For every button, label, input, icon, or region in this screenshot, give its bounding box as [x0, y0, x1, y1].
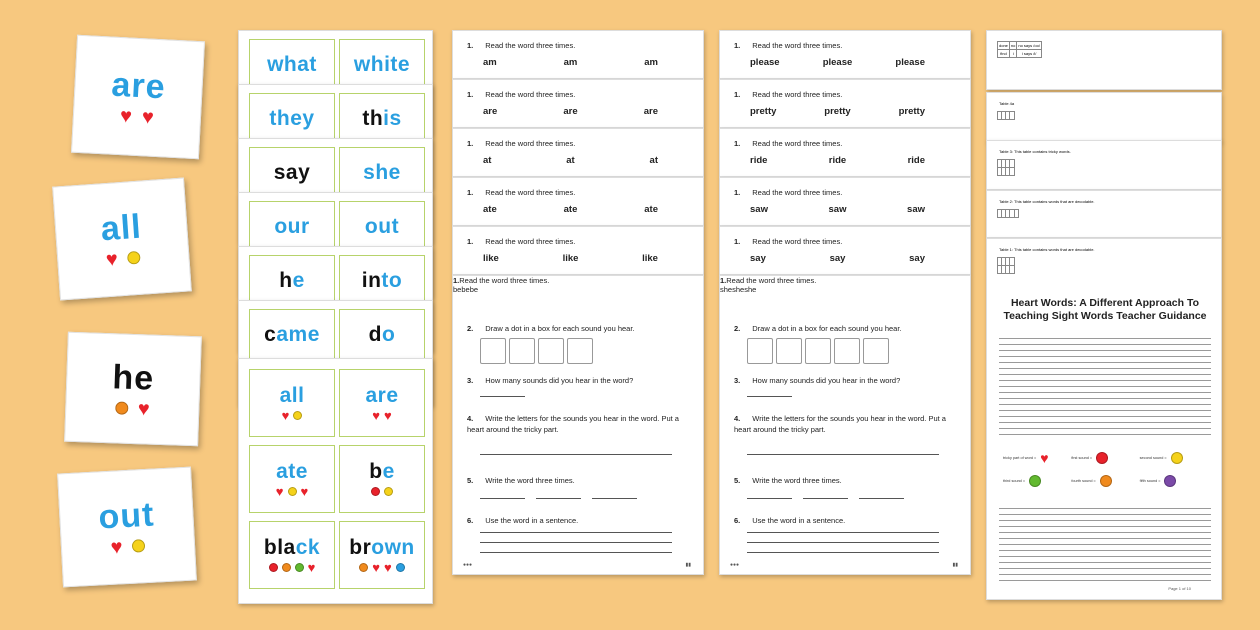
table-label: Table 4a [999, 101, 1015, 106]
heart-icon: ♥ [372, 407, 380, 423]
question-number: 1. [467, 139, 474, 148]
green-dot-icon [295, 563, 304, 572]
flashcard-word [111, 357, 155, 398]
instruction [734, 237, 842, 246]
word-repeats [483, 253, 658, 264]
flashcard-word: out [97, 495, 156, 536]
question [734, 516, 959, 527]
heart-icon: ♥ [300, 483, 309, 499]
repeat-word: are [563, 106, 578, 117]
table-cell: no [1010, 43, 1016, 48]
question-number: 1. [453, 276, 460, 285]
question-text: Draw a dot in a box for each sound you hear. [752, 324, 902, 333]
flashcard-cell[interactable] [249, 309, 335, 359]
flashcard-sheet [238, 358, 433, 604]
instruction [467, 188, 575, 197]
flashcard-cell-word: he [279, 268, 305, 292]
repeat-word: am [644, 57, 658, 68]
repeat-word: like [642, 253, 658, 264]
instruction [467, 237, 575, 246]
heart-icon: ♥ [1040, 450, 1049, 466]
flashcard-cell-word: out [364, 214, 400, 238]
instruction-text: Read the word three times. [485, 90, 576, 99]
instruction [453, 276, 703, 285]
question-number: 5. [734, 476, 741, 485]
instruction-text: Read the word three times. [485, 139, 576, 148]
table-cell: done [999, 43, 1008, 48]
table-cell: i [1009, 50, 1016, 58]
repeat-word: she [744, 285, 757, 294]
legend-label: fifth sound = [1139, 479, 1161, 483]
flashcard-cell[interactable] [339, 39, 425, 89]
question [734, 324, 959, 335]
flashcard-cell-word: ate [276, 460, 308, 483]
flashcard-cell-word: are [365, 384, 399, 407]
instruction [467, 90, 575, 99]
repeat-word: she [720, 285, 733, 294]
yellow-dot-icon [288, 487, 297, 496]
answer-line[interactable] [480, 542, 672, 543]
flashcard-cell[interactable] [249, 445, 335, 513]
flashcard-he[interactable] [64, 332, 202, 447]
legend-label: fourth sound = [1071, 479, 1096, 483]
flashcard-cell[interactable] [339, 201, 425, 251]
answer-line[interactable] [592, 498, 637, 499]
word-repeats [453, 285, 703, 294]
question-text: How many sounds did you hear in the word? [485, 376, 634, 385]
word-repeats [750, 106, 925, 117]
question-number: 3. [734, 376, 741, 385]
flashcard-cell-word: white [353, 52, 411, 76]
worksheet-page [719, 177, 971, 226]
instruction [734, 188, 842, 197]
question-number: 6. [734, 516, 741, 525]
flashcard-cell[interactable] [339, 369, 425, 437]
flashcard-cell-word: say [273, 160, 311, 184]
blue-dot-icon [396, 563, 405, 572]
orange-dot-icon [282, 563, 291, 572]
instruction-text: Read the word three times. [485, 188, 576, 197]
instruction [467, 41, 575, 50]
worksheet-page [452, 30, 704, 79]
yellow-dot-icon [293, 411, 302, 420]
sound-marks [276, 485, 308, 497]
repeat-word: are [483, 106, 498, 117]
word-repeats [750, 155, 925, 166]
answer-line[interactable] [536, 498, 581, 499]
question [467, 324, 692, 335]
question-number: 1. [734, 237, 741, 246]
logo: ▮▮ [952, 562, 958, 568]
instruction-text: Read the word three times. [459, 276, 550, 285]
worksheet-page [719, 226, 971, 275]
guidance-page-table-2 [986, 190, 1222, 238]
answer-line[interactable] [859, 498, 904, 499]
question [467, 376, 692, 387]
flashcard-word-text: he [111, 357, 155, 398]
answer-line[interactable] [747, 552, 939, 553]
repeat-word: please [750, 57, 780, 68]
yellow-dot-icon [384, 487, 393, 496]
answer-line[interactable] [480, 552, 672, 553]
table-cell: i says /i/ [1017, 50, 1042, 58]
repeat-word: please [822, 57, 853, 68]
red-dot-icon [1096, 452, 1108, 464]
repeat-word: am [563, 57, 578, 68]
question-number: 2. [467, 324, 474, 333]
flashcard-cell[interactable] [249, 255, 335, 305]
question-number: 4. [467, 414, 474, 423]
flashcard-cell[interactable] [339, 255, 425, 305]
instruction-text: Read the word three times. [726, 276, 817, 285]
flashcard-cell-word: into [361, 268, 403, 292]
heart-icon: ♥ [307, 559, 316, 575]
sound-legend [1003, 451, 1208, 487]
worksheet-page [719, 128, 971, 177]
heart-icon: ♥ [137, 397, 151, 421]
answer-line[interactable] [747, 454, 939, 455]
sound-boxes[interactable] [747, 338, 889, 364]
question-text: Write the letters for the sounds you hear in the word. Put a heart around the tricky part. [734, 414, 946, 434]
question-text: Use the word in a sentence. [485, 516, 579, 525]
sound-marks [371, 485, 393, 497]
word-repeats [483, 155, 658, 166]
question-number: 1. [734, 41, 741, 50]
worksheet-page [719, 275, 971, 575]
repeat-word: ride [828, 155, 847, 166]
table-label: Table 2: This table contains words that are decodable. [999, 199, 1095, 204]
flashcard-cell[interactable] [249, 369, 335, 437]
question-number: 1. [734, 139, 741, 148]
worksheet-page [452, 177, 704, 226]
flashcard-cell[interactable] [249, 201, 335, 251]
answer-line[interactable] [480, 454, 672, 455]
body-text-block [999, 335, 1211, 435]
red-dot-icon [371, 487, 380, 496]
orange-dot-icon [115, 401, 128, 414]
sound-marks [359, 561, 404, 573]
repeat-word: are [643, 106, 658, 117]
question [734, 414, 959, 435]
question-text: Write the word three times. [752, 476, 842, 485]
legend-label: first sound = [1071, 456, 1093, 460]
guidance-title: Heart Words: A Different Approach To Teaching Sight Words Teacher Guidance [1003, 297, 1207, 323]
answer-line[interactable] [747, 396, 792, 397]
purple-dot-icon [1164, 475, 1176, 487]
instruction-text: Read the word three times. [752, 188, 843, 197]
answer-line[interactable] [480, 532, 672, 533]
question-number: 1. [467, 237, 474, 246]
flashcard-cell[interactable] [339, 521, 425, 589]
instruction-text: Read the word three times. [485, 41, 576, 50]
question-number: 1. [734, 188, 741, 197]
word-repeats [750, 204, 925, 215]
flashcard-cell-word: she [363, 160, 401, 184]
repeat-word: ate [483, 204, 497, 215]
repeat-word: ate [563, 204, 578, 215]
question-text: Write the letters for the sounds you hear in the word. Put a heart around the tricky part. [467, 414, 679, 434]
guidance-page-top [986, 30, 1222, 90]
repeat-word: ate [644, 204, 658, 215]
repeat-word: am [483, 57, 497, 68]
question-number: 1. [734, 90, 741, 99]
question-number: 4. [734, 414, 741, 423]
repeat-word: pretty [750, 106, 777, 117]
table-label: Table 1: This table contains words that are decodable. [999, 247, 1095, 252]
body-text-block [999, 505, 1211, 585]
flashcard-cell[interactable] [339, 309, 425, 359]
question-number: 5. [467, 476, 474, 485]
sound-marks [372, 409, 391, 421]
sound-marks [115, 397, 151, 421]
guidance-page-table-4a [986, 92, 1222, 142]
answer-line[interactable] [747, 542, 939, 543]
flashcard-cell-word: they [269, 106, 315, 130]
answer-line[interactable] [480, 396, 525, 397]
flashcard-word: all [99, 207, 143, 248]
question-number: 1. [467, 90, 474, 99]
repeat-word: at [649, 155, 658, 166]
orange-dot-icon [1100, 475, 1112, 487]
sound-marks [282, 409, 303, 421]
question [467, 414, 692, 435]
repeat-word: be [469, 285, 479, 294]
heart-icon: ♥ [281, 407, 290, 423]
yellow-dot-icon [132, 539, 146, 553]
sound-marks [119, 104, 155, 129]
heart-icon: ♥ [141, 105, 155, 129]
flashcard-cell-word: brown [349, 536, 415, 559]
worksheet-page [719, 30, 971, 79]
flashcard-cell[interactable] [339, 445, 425, 513]
logo: ▮▮ [685, 562, 691, 568]
heart-icon: ♥ [105, 247, 119, 271]
instruction [467, 139, 575, 148]
green-dot-icon [1029, 475, 1041, 487]
word-repeats [483, 106, 658, 117]
instruction [734, 41, 842, 50]
flashcard-all[interactable] [52, 178, 192, 301]
flashcard-out[interactable] [57, 467, 197, 588]
word-repeats [750, 57, 925, 68]
flashcard-cell[interactable] [249, 39, 335, 89]
question [734, 376, 959, 387]
flashcard-cell[interactable] [339, 147, 425, 197]
instruction-text: Read the word three times. [752, 41, 843, 50]
guidance-page-table-3 [986, 140, 1222, 190]
repeat-word: please [895, 57, 925, 68]
question-text: How many sounds did you hear in the word? [752, 376, 901, 385]
yellow-dot-icon [127, 251, 141, 265]
flashcard-cell[interactable] [249, 93, 335, 143]
table-cell: no says /oo/ [1018, 43, 1040, 48]
flashcard-cell-word: came [264, 322, 320, 346]
logo: ●●● [730, 562, 740, 568]
repeat-word: saw [828, 204, 847, 215]
word-repeats [483, 204, 658, 215]
instruction-text: Read the word three times. [752, 90, 843, 99]
repeat-word: pretty [824, 106, 851, 117]
instruction-text: Read the word three times. [752, 237, 843, 246]
flashcard-are[interactable] [71, 35, 205, 160]
heart-icon: ♥ [372, 559, 380, 575]
repeat-word: saw [907, 204, 925, 215]
word-repeats [720, 285, 970, 294]
worksheet-page [719, 79, 971, 128]
answer-line[interactable] [747, 532, 939, 533]
repeat-word: saw [750, 204, 768, 215]
flashcard-word: are [110, 65, 167, 106]
repeat-word: be [461, 285, 470, 294]
worksheet-page [452, 226, 704, 275]
sound-marks [269, 561, 316, 573]
sound-marks [110, 537, 146, 557]
orange-dot-icon [359, 563, 368, 572]
flashcard-cell-word: black [263, 536, 321, 559]
repeat-word: at [566, 155, 575, 166]
flashcard-cell[interactable] [249, 147, 335, 197]
heart-icon: ♥ [110, 535, 124, 559]
repeat-word: ride [907, 155, 925, 166]
instruction [720, 276, 970, 285]
flashcard-cell-word: this [362, 106, 402, 130]
word-repeats [483, 57, 658, 68]
answer-line[interactable] [747, 498, 792, 499]
instruction-text: Read the word three times. [485, 237, 576, 246]
flashcard-cell[interactable] [249, 521, 335, 589]
instruction [734, 139, 842, 148]
flashcard-cell-word: do [368, 322, 396, 346]
question-number: 2. [734, 324, 741, 333]
question-number: 1. [720, 276, 727, 285]
answer-line[interactable] [803, 498, 848, 499]
sound-boxes[interactable] [480, 338, 593, 364]
flashcard-cell-word: our [274, 214, 310, 238]
repeat-word: say [829, 253, 846, 264]
word-repeats [750, 253, 925, 264]
worksheet-page [452, 128, 704, 177]
table-label: Table 3: This table contains tricky words. [999, 149, 1071, 154]
sound-marks [105, 247, 141, 271]
question-text: Write the word three times. [485, 476, 575, 485]
instruction-text: Read the word three times. [752, 139, 843, 148]
question [734, 476, 959, 487]
worksheet-page [452, 79, 704, 128]
flashcard-cell-word: what [267, 52, 317, 76]
repeat-word: say [750, 253, 766, 264]
instruction [734, 90, 842, 99]
worksheet-page [452, 275, 704, 575]
heart-icon: ♥ [119, 104, 133, 128]
question-text: Draw a dot in a box for each sound you hear. [485, 324, 635, 333]
flashcard-cell[interactable] [339, 93, 425, 143]
flashcard-cell-word: be [369, 460, 395, 483]
heart-icon: ♥ [384, 559, 392, 575]
answer-line[interactable] [480, 498, 525, 499]
question [467, 476, 692, 487]
repeat-word: ride [750, 155, 768, 166]
heart-icon: ♥ [384, 407, 392, 423]
page-number: Page 1 of 10 [1168, 586, 1191, 591]
repeat-word: say [909, 253, 925, 264]
repeat-word: pretty [898, 106, 925, 117]
logo: ●●● [463, 562, 473, 568]
guidance-page-main [986, 238, 1222, 600]
repeat-word: she [732, 285, 745, 294]
legend-label: tricky part of word = [1003, 456, 1037, 460]
table-cell: find [998, 50, 1010, 58]
question-text: Use the word in a sentence. [752, 516, 846, 525]
repeat-word: like [562, 253, 579, 264]
yellow-dot-icon [1171, 452, 1183, 464]
legend-label: second sound = [1139, 456, 1167, 460]
repeat-word: like [483, 253, 499, 264]
question [467, 516, 692, 527]
flashcard-cell-word: all [279, 384, 305, 407]
question-number: 1. [467, 41, 474, 50]
heart-icon: ♥ [275, 483, 284, 499]
repeat-word: at [483, 155, 492, 166]
question-number: 6. [467, 516, 474, 525]
question-number: 3. [467, 376, 474, 385]
question-number: 1. [467, 188, 474, 197]
repeat-word: be [453, 285, 462, 294]
red-dot-icon [269, 563, 278, 572]
legend-label: third sound = [1003, 479, 1026, 483]
